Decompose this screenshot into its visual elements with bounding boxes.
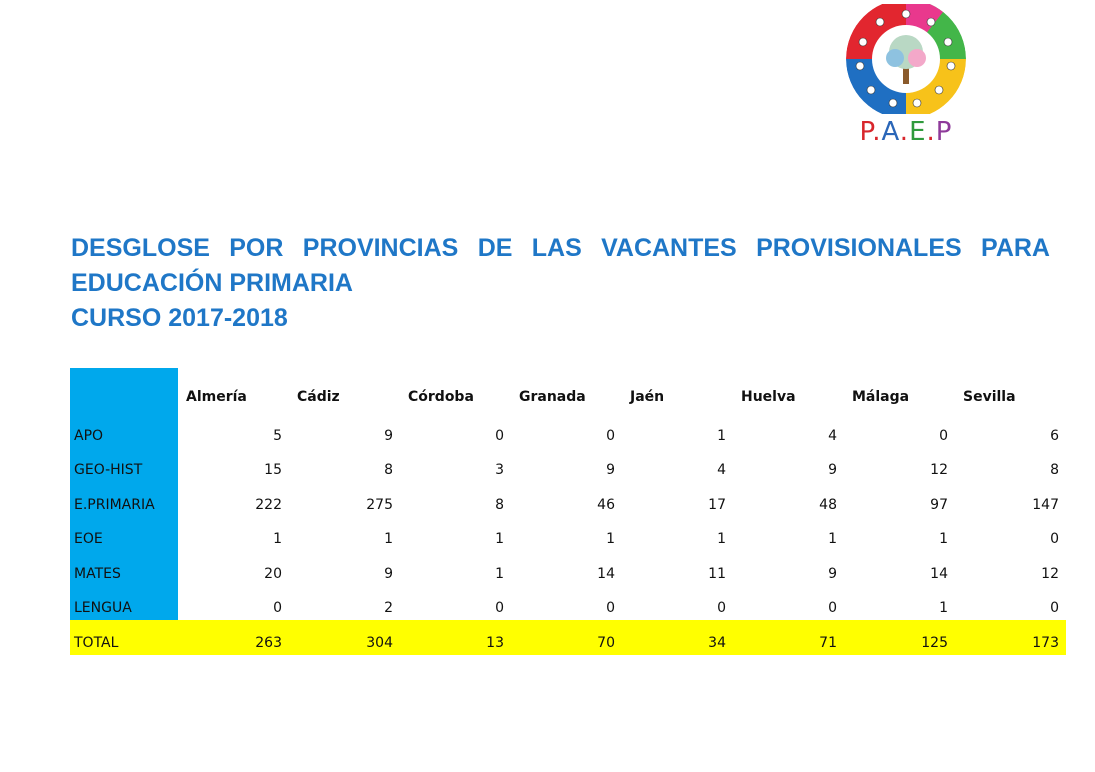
table-cell: 4 bbox=[828, 427, 837, 444]
total-label: TOTAL bbox=[70, 620, 178, 655]
table-cell: 0 bbox=[606, 427, 615, 444]
table-cell: 15 bbox=[264, 462, 282, 478]
header-cordoba: Córdoba bbox=[408, 389, 474, 405]
row-label: MATES bbox=[70, 551, 178, 586]
total-cell: 263 bbox=[178, 620, 289, 655]
header-almeria: Almería bbox=[186, 389, 247, 405]
table-cell: 147 bbox=[1032, 496, 1059, 513]
table-cell: 1 bbox=[495, 531, 504, 547]
table-cell: 222 bbox=[255, 496, 282, 513]
title-line-3: CURSO 2017-2018 bbox=[71, 304, 288, 332]
row-label: E.PRIMARIA bbox=[70, 482, 178, 517]
header-jaen: Jaén bbox=[630, 389, 665, 405]
table-cell: 0 bbox=[606, 600, 615, 616]
table-cell: 1 bbox=[606, 531, 615, 547]
table-cell: 0 bbox=[828, 600, 837, 616]
table-cell: 17 bbox=[708, 496, 726, 513]
table-cell: 0 bbox=[1050, 531, 1059, 547]
title-line-2: EDUCACIÓN PRIMARIA bbox=[71, 269, 353, 297]
vacancies-table bbox=[70, 368, 1066, 655]
total-cell: 173 bbox=[955, 620, 1066, 655]
table-cell: 1 bbox=[717, 427, 726, 444]
row-label: LENGUA bbox=[70, 586, 178, 621]
total-cell: 71 bbox=[733, 620, 844, 655]
header-huelva: Huelva bbox=[741, 389, 796, 405]
total-cell: 304 bbox=[289, 620, 400, 655]
table-cell: 9 bbox=[384, 565, 393, 582]
table-cell: 6 bbox=[1050, 427, 1059, 444]
table-cell: 1 bbox=[939, 600, 948, 616]
table-cell: 97 bbox=[930, 496, 948, 513]
table-cell: 9 bbox=[606, 462, 615, 478]
header-granada: Granada bbox=[519, 389, 586, 405]
table-cell: 9 bbox=[828, 565, 837, 582]
table-cell: 5 bbox=[273, 427, 282, 444]
row-label: EOE bbox=[70, 517, 178, 552]
row-label: GEO-HIST bbox=[70, 448, 178, 483]
table-cell: 1 bbox=[384, 531, 393, 547]
table-cell: 3 bbox=[495, 462, 504, 478]
table-cell: 12 bbox=[930, 462, 948, 478]
total-cell: 70 bbox=[511, 620, 622, 655]
table-row bbox=[70, 551, 1066, 586]
total-cell: 125 bbox=[844, 620, 955, 655]
table-cell: 8 bbox=[495, 496, 504, 513]
header-malaga: Málaga bbox=[852, 389, 910, 405]
table-cell: 8 bbox=[384, 462, 393, 478]
table-header-row bbox=[70, 368, 1066, 413]
table-cell: 8 bbox=[1050, 462, 1059, 478]
table-cell: 20 bbox=[264, 565, 282, 582]
header-cadiz: Cádiz bbox=[297, 389, 340, 405]
table-cell: 4 bbox=[717, 462, 726, 478]
table-row bbox=[70, 448, 1066, 483]
table-cell: 0 bbox=[939, 427, 948, 444]
table-cell: 0 bbox=[495, 427, 504, 444]
header-sevilla: Sevilla bbox=[963, 389, 1016, 405]
table-row bbox=[70, 586, 1066, 621]
paep-logo bbox=[843, 4, 969, 154]
table-row bbox=[70, 482, 1066, 517]
table-cell: 1 bbox=[273, 531, 282, 547]
total-cell: 13 bbox=[400, 620, 511, 655]
table-cell: 11 bbox=[708, 565, 726, 582]
table-cell: 14 bbox=[597, 565, 615, 582]
logo-text: P.A.E.P bbox=[859, 117, 953, 147]
table-cell: 0 bbox=[495, 600, 504, 616]
table-cell: 1 bbox=[828, 531, 837, 547]
table-cell: 14 bbox=[930, 565, 948, 582]
table-cell: 0 bbox=[717, 600, 726, 616]
logo-emblem-icon bbox=[843, 4, 969, 114]
title-line-1: DESGLOSE POR PROVINCIAS DE LAS VACANTES PROVISIONALES PARA bbox=[71, 234, 1050, 262]
row-label: APO bbox=[70, 413, 178, 448]
table-cell: 12 bbox=[1041, 565, 1059, 582]
table-cell: 2 bbox=[384, 600, 393, 616]
table-total-row bbox=[70, 620, 1066, 655]
header-blank-cell bbox=[70, 368, 178, 413]
table-cell: 275 bbox=[366, 496, 393, 513]
table-cell: 9 bbox=[384, 427, 393, 444]
table-cell: 9 bbox=[828, 462, 837, 478]
table-row bbox=[70, 413, 1066, 448]
total-cell: 34 bbox=[622, 620, 733, 655]
table-cell: 1 bbox=[717, 531, 726, 547]
table-cell: 46 bbox=[597, 496, 615, 513]
table-cell: 1 bbox=[939, 531, 948, 547]
table-cell: 0 bbox=[273, 600, 282, 616]
table-cell: 1 bbox=[495, 565, 504, 582]
table-cell: 48 bbox=[819, 496, 837, 513]
table-row bbox=[70, 517, 1066, 552]
table-cell: 0 bbox=[1050, 600, 1059, 616]
document-title bbox=[71, 231, 1050, 336]
